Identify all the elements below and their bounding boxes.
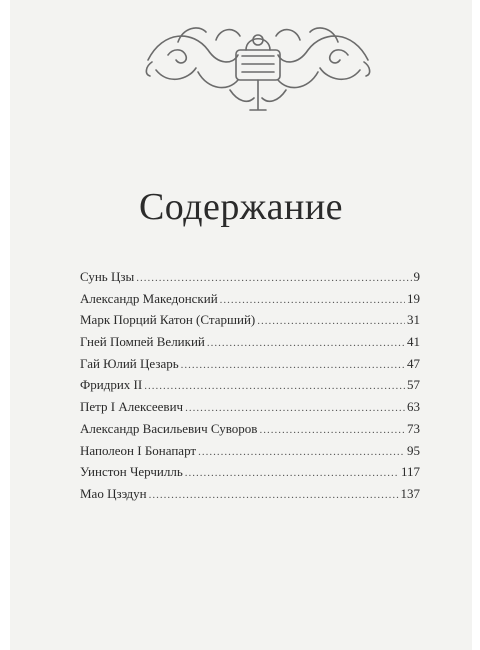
toc-entry-page: 19: [407, 290, 420, 306]
toc-entry-title: Петр I Алексеевич: [80, 399, 184, 415]
toc-entry: [80, 418, 420, 440]
toc-entry: [80, 374, 420, 396]
toc-entry-title: Фридрих II: [80, 377, 143, 393]
toc-entry-page: 9: [413, 269, 420, 284]
toc-entry: [80, 288, 420, 310]
dot-leader: [144, 376, 405, 398]
toc-entry-page: 57: [407, 377, 420, 393]
toc-entry-title: Наполеон I Бонапарт: [80, 442, 197, 458]
toc-entry-page: 73: [407, 420, 420, 436]
toc-entry-title: Гней Помпей Великий: [80, 334, 205, 350]
toc-entry-page: 41: [407, 334, 420, 350]
dot-leader: [185, 398, 405, 420]
toc-entry: [80, 331, 420, 353]
dot-leader: [220, 290, 405, 312]
toc-entry-page: 95: [407, 442, 420, 458]
toc-entry-title: Марк Порций Катон (Старший): [80, 312, 256, 328]
book-page: [10, 0, 472, 650]
toc-entry: [80, 461, 420, 483]
dot-leader: [181, 355, 405, 377]
dot-leader: [207, 333, 405, 355]
dot-leader: [185, 463, 399, 485]
toc-entry-title: Александр Васильевич Суворов: [80, 420, 258, 436]
toc-entry-page: 31: [407, 312, 420, 328]
toc-entry-title: Гай Юлий Цезарь: [80, 355, 179, 371]
table-of-contents: [80, 266, 420, 505]
toc-entry: [80, 353, 420, 375]
toc-entry-title: Уинстон Черчилль: [80, 464, 183, 480]
dot-leader: [259, 420, 405, 442]
toc-entry-title: Александр Македонский: [80, 290, 218, 306]
page-title: Содержание: [138, 186, 344, 228]
toc-entry: [80, 396, 420, 418]
dot-leader: [136, 268, 411, 290]
toc-entry-page: 137: [400, 485, 420, 501]
floral-vignette-icon: [138, 10, 378, 120]
toc-entry-page: 47: [407, 355, 420, 371]
dot-leader: [257, 311, 405, 333]
toc-entry-title: Сунь Цзы: [80, 269, 135, 284]
toc-entry-page: 63: [407, 399, 420, 415]
toc-entry: [80, 483, 420, 505]
dot-leader: [198, 442, 405, 464]
toc-entry-page: 117: [400, 464, 420, 480]
toc-entry-title: Мао Цзэдун: [80, 485, 147, 501]
toc-entry: [80, 440, 420, 462]
toc-entry: [80, 309, 420, 331]
dot-leader: [149, 485, 399, 507]
toc-entry: [80, 266, 420, 288]
